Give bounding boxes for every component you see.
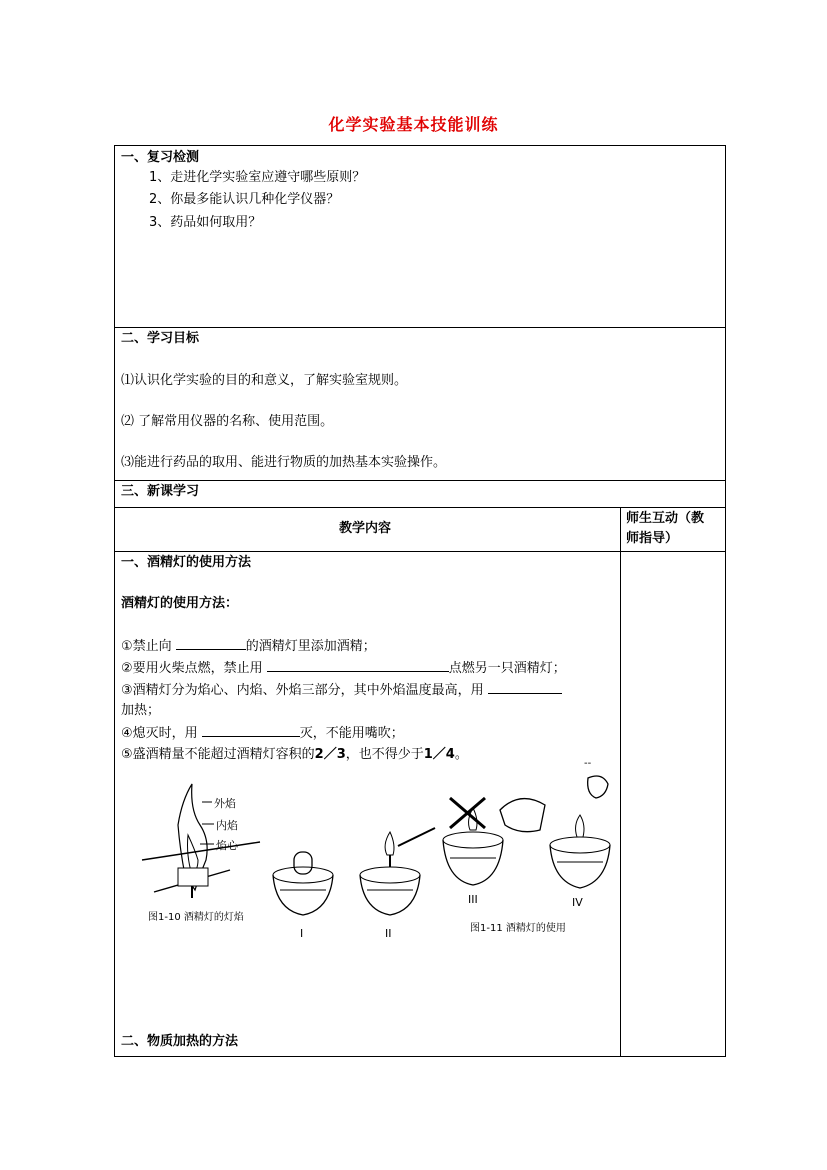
goal-item: ⑵ 了解常用仪器的名称、使用范围。 bbox=[121, 414, 334, 429]
rule-4 bbox=[121, 724, 404, 742]
rule-text: ①禁止向 bbox=[121, 639, 172, 654]
lamp-III bbox=[443, 798, 545, 885]
rule-3 bbox=[121, 681, 562, 699]
flame-label: 内焰 bbox=[216, 819, 238, 832]
rule-text: ⑤盛酒精量不能超过酒精灯容积的 bbox=[121, 747, 315, 762]
review-question: 2、你最多能认识几种化学仪器？ bbox=[149, 192, 340, 207]
section-heading: 一、酒精灯的使用方法 bbox=[121, 555, 252, 570]
flame-label: 焰心 bbox=[216, 839, 238, 852]
rule-text: ④熄灭时，用 bbox=[121, 726, 198, 741]
rule-5 bbox=[121, 746, 468, 763]
corner-mark: -- bbox=[584, 758, 592, 769]
page-title: 化学实验基本技能训练 bbox=[328, 115, 499, 134]
new-lesson-heading: 三、新课学习 bbox=[121, 484, 200, 499]
lamp-I bbox=[273, 852, 333, 915]
flame-diagram bbox=[140, 780, 270, 900]
lamp-wick-holder bbox=[178, 868, 208, 886]
column-divider bbox=[620, 507, 621, 1056]
fill-blank bbox=[176, 637, 246, 650]
column-header-interaction: 师生互动（教 bbox=[626, 511, 705, 526]
rule-text: 点燃另一只酒精灯； bbox=[448, 661, 566, 676]
pointer-line bbox=[142, 842, 260, 860]
rule-text: ，也不得少于 bbox=[345, 747, 424, 762]
subheading: 酒精灯的使用方法： bbox=[121, 596, 239, 611]
lamp-label: II bbox=[385, 927, 392, 940]
review-question: 1、走进化学实验室应遵守哪些原则？ bbox=[149, 170, 366, 185]
goal-item: ⑴认识化学实验的目的和意义，了解实验室规则。 bbox=[121, 373, 408, 388]
review-question: 3、药品如何取用？ bbox=[149, 215, 262, 230]
review-heading: 一、复习检测 bbox=[121, 150, 200, 165]
fill-blank bbox=[202, 724, 300, 737]
flame-label: 外焰 bbox=[214, 797, 236, 810]
goals-heading: 二、学习目标 bbox=[121, 331, 200, 346]
fill-blank bbox=[488, 681, 562, 694]
rule-text: ②要用火柴点燃，禁止用 bbox=[121, 661, 263, 676]
rule-text: 的酒精灯里添加酒精； bbox=[245, 639, 376, 654]
rule-3-cont: 加热； bbox=[121, 703, 161, 718]
row-divider bbox=[115, 507, 725, 508]
rule-text: 。 bbox=[454, 747, 468, 762]
lamp-label: III bbox=[468, 893, 478, 906]
fraction: 2／3 bbox=[314, 747, 346, 762]
column-header-interaction: 师指导） bbox=[626, 531, 679, 546]
rule-2 bbox=[121, 659, 566, 677]
figure-caption: 图1-11 酒精灯的使用 bbox=[470, 923, 566, 934]
lamp-II bbox=[360, 828, 435, 915]
section-heading: 二、物质加热的方法 bbox=[121, 1034, 239, 1049]
rule-text: 灭，不能用嘴吹； bbox=[299, 726, 404, 741]
lamp-IV bbox=[550, 776, 610, 888]
rule-text: ③酒精灯分为焰心、内焰、外焰三部分，其中外焰温度最高，用 bbox=[121, 683, 484, 698]
figure-caption: 图1-10 酒精灯的灯焰 bbox=[148, 912, 244, 923]
lamp-label: I bbox=[300, 927, 304, 940]
row-divider bbox=[115, 551, 725, 552]
lamp-label: IV bbox=[572, 896, 583, 909]
rule-1 bbox=[121, 637, 376, 655]
goal-item: ⑶能进行药品的取用、能进行物质的加热基本实验操作。 bbox=[121, 455, 447, 470]
row-divider bbox=[115, 480, 725, 481]
row-divider bbox=[115, 327, 725, 328]
lamp-usage-diagram bbox=[270, 770, 620, 920]
column-header-content: 教学内容 bbox=[339, 521, 392, 536]
fraction: 1／4 bbox=[423, 747, 455, 762]
fill-blank bbox=[267, 659, 449, 672]
